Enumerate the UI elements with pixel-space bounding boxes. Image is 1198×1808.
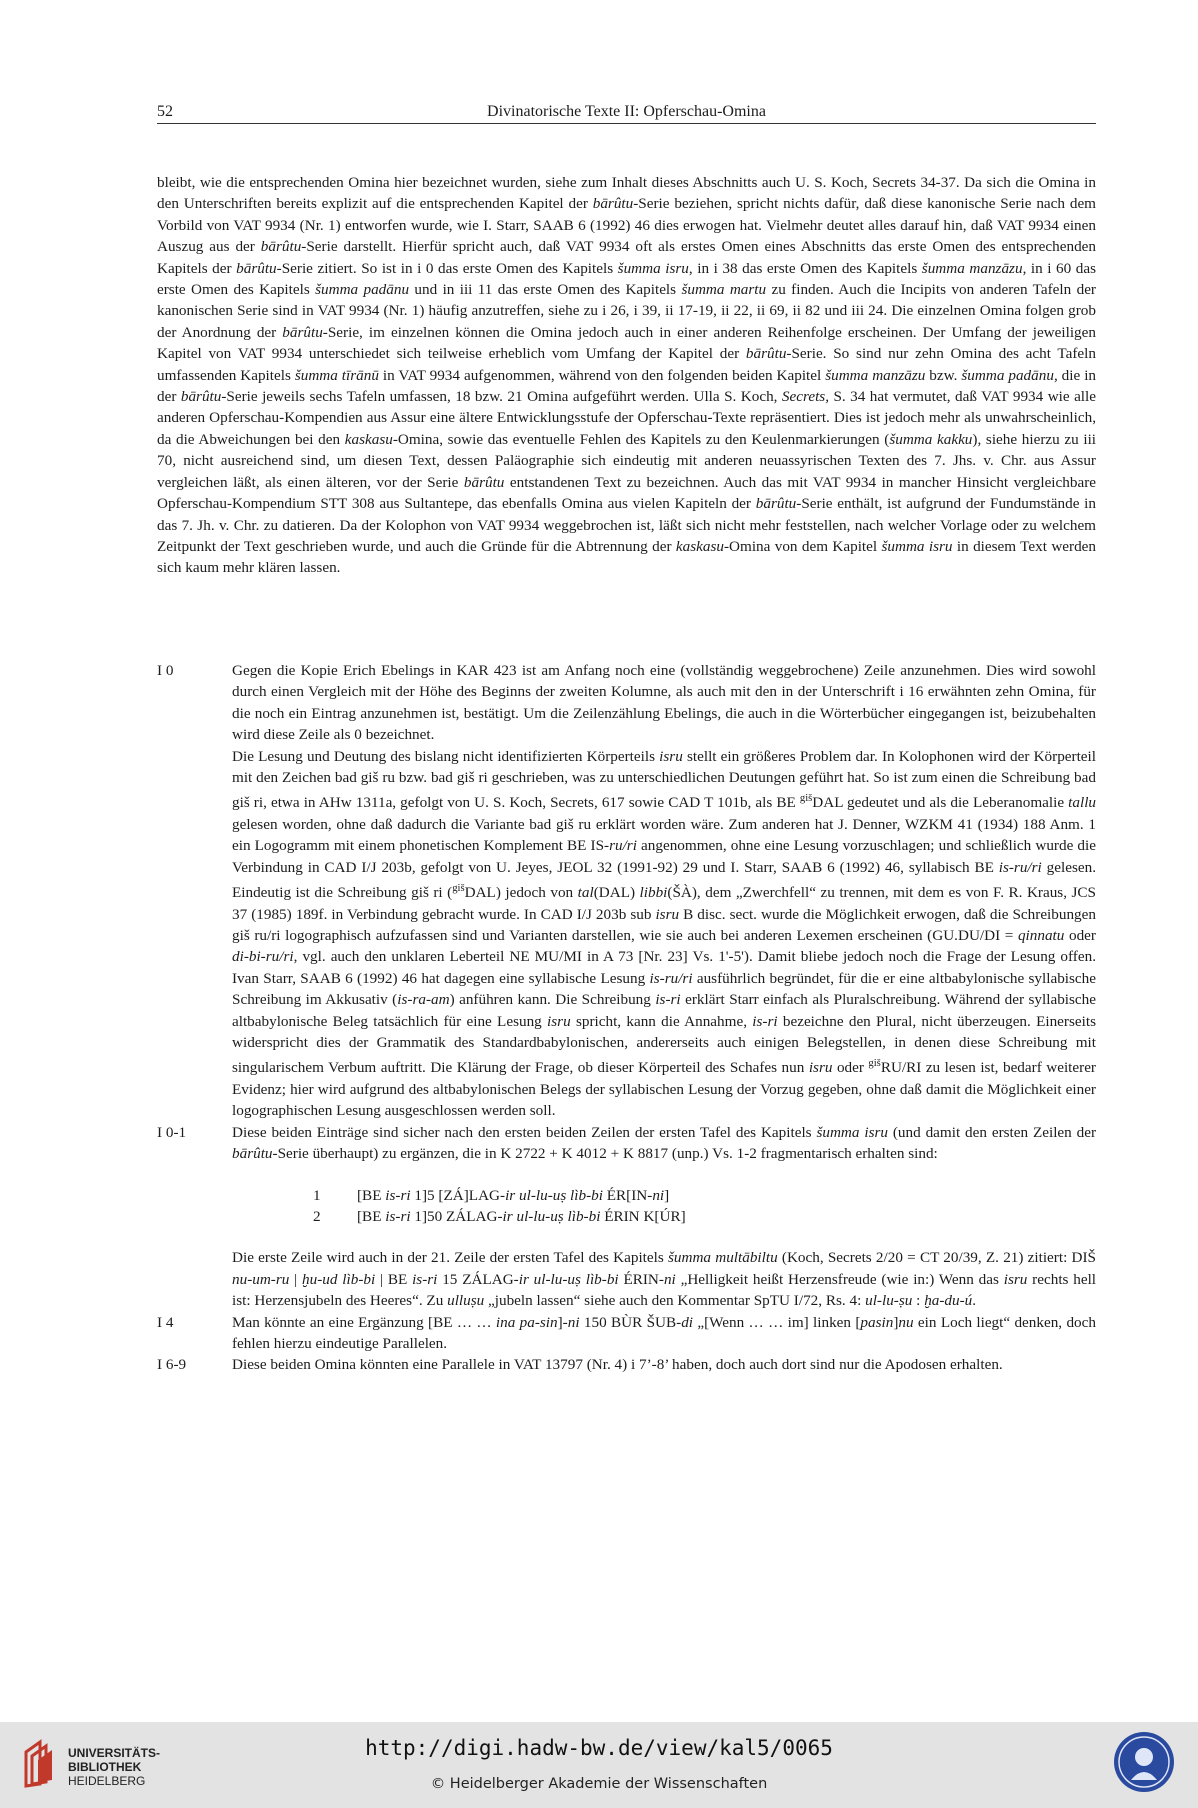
text-run: bleibt, wie die entsprechenden Omina hier bezeichnet wurden, siehe zum Inhalt dieses Abschnitts auch U. S. Koch, Secrets 34-37. Da sich die Omina in den Unterschriften bereits explizit auf die entsprechenden Kapitel der: [157, 174, 1096, 213]
text-run: (und damit den ersten Zeilen der: [888, 1123, 1097, 1141]
text-run: is-ri: [385, 1207, 411, 1225]
text-run: , in i 38 das erste Omen des Kapitels: [688, 259, 922, 277]
text-run: (Koch, Secrets 2/20 = CT 20/39, Z. 21) zitiert: DIŠ: [777, 1249, 1096, 1267]
text-run: is-ri: [385, 1186, 411, 1204]
text-run: ) anführen kann. Die Schreibung: [449, 991, 656, 1009]
text-run: šumma martu: [681, 281, 767, 299]
text-run: ausführlich begründet, für die er eine altbabylonische syllabische Schreibung im Akkusativ (: [232, 969, 1096, 1009]
text-run: šumma isru: [816, 1123, 888, 1141]
page-url-link[interactable]: http://digi.hadw-bw.de/view/kal5/0065: [365, 1736, 833, 1760]
text-run: ni: [652, 1186, 665, 1204]
commentary-paragraph: [232, 746, 1096, 1122]
text-run: nu: [898, 1313, 914, 1331]
text-run: di: [681, 1313, 694, 1331]
text-run: nu-um-ru: [232, 1270, 290, 1288]
logo-line: UNIVERSITÄTS-: [68, 1746, 161, 1760]
text-run: , die in der: [157, 366, 1097, 406]
text-run: di-bi-ru/ri: [232, 948, 294, 966]
text-run: isru: [1003, 1270, 1028, 1288]
text-run: und in iii 11 das erste Omen des Kapitels: [409, 281, 682, 299]
text-run: -Serie enthält, ist aufgrund der Fundumstände in das 7. Jh. v. Chr. zu datieren. Da der Kolophon von VAT 9934 weggebrochen ist, läßt sich nicht mehr feststellen, nach welcher Vorlage oder zu welchem Zeitpunkt der Text geschrieben wurde, und auch die Gründe für die Abtrennung der: [157, 495, 1096, 555]
text-run: bārûtu: [180, 388, 222, 406]
line-reference: I 0-1: [157, 1123, 187, 1141]
text-run: ni: [567, 1313, 580, 1331]
text-run: bārûtu: [260, 238, 302, 256]
text-run: S. 34 hat vermutet, daß VAT 9934 wie alle anderen Opferschau-Kompendien aus Assur eine ältere Entwicklungsstufe der Opferschau-Texte repräsentiert. Dies ist jedoch mehr als unwahrscheinlich, da die Abweichungen bei den: [157, 388, 1096, 448]
text-run: isru: [655, 905, 680, 923]
line-number: 1: [313, 1186, 321, 1204]
text-run: bezeichne den Plural, nicht überzeugen. Einerseits widerspricht dies der Grammatik des Standardbabylonischen, andererseits auch einigen Belegstellen, in denen diese Schreibung mit singularischem Verbum auftritt. Die Klärung der Frage, ob dieser Körperteil des Schafes nun: [232, 1012, 1096, 1077]
text-run: ul-lu-ṣu: [865, 1292, 913, 1310]
transliteration-line: [313, 1206, 1096, 1227]
commentary-entry: [157, 1354, 1096, 1375]
text-run: -Serie. So sind nur zehn Omina des acht Tafeln umfassenden Kapitels: [157, 345, 1096, 384]
text-run: (ŠÀ), dem „Zwerchfell“ zu trennen, mit dem es von F. R. Kraus, JCS 37 (1985) 189f. in Verbindung gebracht wurde. In CAD I/J 203b sub: [232, 884, 1096, 923]
text-run: -Serie überhaupt) zu ergänzen, die in K 2722 + K 4012 + K 8817 (unp.) Vs. 1-2 fragmentarisch erhalten sind:: [272, 1145, 938, 1163]
text-run: ḫa-du-ú: [924, 1292, 973, 1310]
text-run: libbi: [639, 884, 668, 902]
text-run: .: [972, 1292, 977, 1310]
text-run: 150 BÙR ŠUB-: [579, 1313, 682, 1331]
text-run: oder: [1064, 927, 1096, 944]
commentary-entry: [157, 1122, 1096, 1312]
intro-paragraph: [157, 172, 1096, 579]
text-run: erklärt Starr einfach als Pluralschreibung. Während der syllabische altbabylonische Beleg tatsächlich für eine Lesung: [232, 991, 1096, 1030]
footer-bar: [0, 1722, 1198, 1808]
text-run: ina pa-sin: [495, 1313, 558, 1331]
text-run: bārûtu: [592, 195, 634, 213]
text-run: Diese beiden Einträge sind sicher nach den ersten beiden Zeilen der ersten Tafel des Kapitels: [232, 1123, 817, 1141]
text-run: šumma kakku: [889, 430, 973, 448]
line-reference: I 0: [157, 662, 174, 679]
text-run: | BE: [375, 1270, 413, 1288]
text-run: 1]50 ZÁLAG-: [410, 1207, 503, 1225]
academy-seal-icon[interactable]: [1112, 1730, 1176, 1794]
text-run: -Serie, im einzelnen können die Omina jedoch auch in einer anderen Reihenfolge erscheinen. Der Umfang der jeweiligen Kapitel von VAT 9934 unterschiedet sich teilweise erheblich vom Umfang der Kapitel der: [157, 323, 1096, 363]
text-run: „jubeln lassen“ siehe auch den Kommentar SpTU I/72, Rs. 4:: [484, 1292, 866, 1310]
text-run: is-ru/ri: [649, 969, 693, 987]
text-run: šumma isru: [881, 537, 953, 555]
text-run: (DAL): [593, 884, 640, 902]
text-run: ÉRIN K[ÚR]: [600, 1207, 686, 1225]
text-run: ulluṣu: [447, 1292, 485, 1310]
text-run: tallu: [1068, 794, 1097, 812]
text-run: isru: [547, 1012, 571, 1030]
text-run: |: [289, 1270, 303, 1288]
text-run: šumma multābiltu: [667, 1249, 778, 1267]
text-run: isru: [659, 747, 683, 765]
text-run: pasin: [860, 1313, 894, 1331]
text-run: is-ra-am: [397, 991, 450, 1009]
text-run: is-ri: [655, 991, 681, 1009]
text-run: ]-: [557, 1313, 568, 1331]
transliteration-line: [313, 1185, 1096, 1206]
text-run: [BE: [357, 1207, 386, 1225]
text-run: Die erste Zeile wird auch in der 21. Zeile der ersten Tafel des Kapitels: [232, 1249, 668, 1267]
text-run: giš: [799, 793, 813, 805]
line-reference: I 6-9: [157, 1356, 187, 1374]
commentary-entry: [157, 1312, 1096, 1355]
text-run: šumma tīrānū: [294, 366, 379, 384]
text-run: Secrets,: [781, 388, 830, 406]
text-run: stellt ein größeres Problem dar. In Kolophonen wird der Körperteil mit den Zeichen bad giš ru bzw. bad giš ri geschrieben, was zu unterschiedlichen Deutungen geführt hat. So ist zum einen die Schreibung bad giš ri, etwa in AHw 1311a, gefolgt von U. S. Koch, Secrets, 617 sowie CAD T 101b, als BE: [232, 747, 1096, 812]
text-run: zu finden. Auch die Incipits von anderen Tafeln der kanonischen Serie sind in VAT 9934 (Nr. 1) häufig anzutreffen, siehe zu i 26, i 39, ii 17-19, ii 22, ii 69, ii 82 und iii 24. Die einzelnen Omina folgen grob der Anordnung der: [157, 281, 1096, 341]
text-run: šumma manzāzu: [825, 366, 926, 384]
copyright-notice: © Heidelberger Akademie der Wissenschaften: [430, 1776, 768, 1792]
commentary-paragraph: [232, 660, 1096, 746]
text-run: is-ri: [752, 1012, 778, 1030]
text-run: ir ul-lu-uṣ lìb-bi: [518, 1270, 619, 1288]
text-run: in VAT 9934 aufgenommen, während von den folgenden beiden Kapitel: [378, 366, 826, 384]
commentary-paragraph: [232, 1354, 1096, 1375]
commentary-paragraph: [232, 1312, 1096, 1355]
text-run: šumma padānu: [961, 366, 1054, 384]
text-run: ein Loch liegt“ denken, doch fehlen hierzu eindeutige Parallelen.: [232, 1313, 1096, 1352]
text-run: bzw.: [925, 366, 962, 384]
text-run: RU/RI zu lesen ist, bedarf weiterer Evidenz; hier wird aufgrund des altbabylonischen Belegs der syllabischen Lesung der Vorzug gegeben, ohne daß damit die Möglichkeit einer logographischen Lesung ausgeschlossen werden soll.: [232, 1059, 1096, 1120]
running-header: [157, 101, 1096, 124]
text-run: [BE: [357, 1186, 386, 1204]
text-run: isru: [808, 1059, 833, 1077]
text-run: -Omina, sowie das eventuelle Fehlen des Kapitels zu den Keulenmarkierungen (: [392, 430, 890, 448]
text-run: bārûtu: [463, 473, 505, 491]
text-run: ni: [663, 1270, 676, 1288]
text-run: ru/ri: [609, 837, 637, 855]
page-number: 52: [157, 103, 173, 120]
text-run: B disc. sect. wurde die Möglichkeit erwogen, daß die Schreibungen giš ru/ri logographisch aufzufassen sind und Varianten darstellen, wie sie auch bei anderen Lexemen erscheinen (GU.DU/DI =: [232, 905, 1096, 944]
commentary-entry: [157, 660, 1096, 1122]
commentary-paragraph: [232, 1247, 1096, 1311]
text-run: Die Lesung und Deutung des bislang nicht identifizierten Körperteils: [232, 747, 660, 765]
text-run: entstandenen Text zu bezeichnen. Auch das mit VAT 9934 in mancher Hinsicht vergleichbare Opferschau-Kompendium STT 308 aus Sultantepe, das ebenfalls Omina aus vielen Kapiteln der: [157, 473, 1096, 513]
text-run: kaskasu: [344, 430, 393, 448]
text-run: gelesen worden, ohne daß dadurch die Variante bad giš ru erklärt worden wäre. Zum anderen hat J. Denner, WZKM 41 (1934) 188 Anm. 1 ein Logogramm mit einem phonetischen Komplement BE IS-: [232, 815, 1096, 855]
text-run: ÉRIN-: [618, 1270, 664, 1288]
text-run: kaskasu: [675, 537, 724, 555]
text-run: -Serie jeweils sechs Tafeln umfassen, 18 bzw. 21 Omina aufgeführt werden. Ulla S. Koch,: [221, 388, 782, 406]
text-run: ÉR[IN-: [602, 1186, 653, 1204]
text-run: -Omina von dem Kapitel: [723, 537, 882, 555]
text-run: bārûtu: [755, 495, 797, 513]
commentary-list: [157, 660, 1096, 1376]
text-run: Diese beiden Omina könnten eine Parallele in VAT 13797 (Nr. 4) i 7’-8’ haben, doch auch dort sind nur die Apodosen erhalten.: [232, 1356, 1003, 1374]
text-run: tal: [577, 884, 594, 902]
text-run: Man könnte an eine Ergänzung [BE … …: [232, 1313, 496, 1331]
text-run: , in i 60 das erste Omen des Kapitels: [157, 259, 1097, 299]
text-run: „Helligkeit heißt Herzensfreude (wie in:) Wenn das: [675, 1270, 1004, 1288]
text-run: gelesen. Eindeutig ist die Schreibung giš ri (: [232, 858, 1096, 902]
text-run: -Serie darstellt. Hierfür spricht auch, daß VAT 9934 oft als erstes Omen eines Abschnitts das erste Omen des entsprechenden Kapitels der: [157, 238, 1096, 277]
text-run: šumma isru: [617, 259, 689, 277]
line-reference: I 4: [157, 1313, 174, 1331]
text-run: rechts hell ist: Herzensjubeln des Heeres“. Zu: [232, 1270, 1097, 1310]
text-run: „[Wenn … … im] linken [: [693, 1313, 861, 1331]
text-run: bārûtu: [282, 323, 323, 341]
text-run: 1]5 [ZÁ]LAG-: [410, 1186, 506, 1204]
text-run: angenommen, ohne eine Lesung vorzuschlagen; und schließlich wurde die Verbindung in CAD I/J 203b, gefolgt von U. Jeyes, JEOL 32 (1991-92) 29 und I. Starr, SAAB 6 (1992) 46, syllabisch BE: [232, 837, 1096, 876]
logo-line: BIBLIOTHEK: [68, 1760, 142, 1774]
text-run: bārûtu: [745, 345, 787, 363]
transliteration-lines: [157, 1185, 1096, 1228]
text-run: DAL gedeutet und als die Leberanomalie: [812, 794, 1069, 812]
running-title: Divinatorische Texte II: Opferschau-Omina: [487, 103, 766, 120]
text-run: giš: [452, 883, 465, 895]
text-run: is-ru/ri: [998, 858, 1042, 876]
text-run: ]: [664, 1186, 670, 1204]
text-run: Gegen die Kopie Erich Ebelings in KAR 423 ist am Anfang noch eine (vollständig weggebrochene) Zeile anzunehmen. Dies wird sowohl durch einen Vergleich mit der Höhe des Beginns der zweiten Kolumne, als auch mit den in der Unterschrift i 16 erwähnten zehn Omina, für die noch ein Eintrag anzunehmen ist, bestätigt. Um die Zeilenzählung Ebelings, die auch in die Wörterbücher eingegangen ist, beizubehalten wird diese Zeile als 0 bezeichnet.: [232, 662, 1096, 744]
paragraph-text: [157, 172, 1096, 579]
text-run: 15 ZÁLAG-: [437, 1270, 519, 1288]
text-run: qinnatu: [1017, 927, 1065, 944]
text-run: -Serie zitiert. So ist in i 0 das erste Omen des Kapitels: [276, 259, 618, 277]
text-run: -Serie beziehen, spricht nichts dafür, daß diese kanonische Serie nach dem Vorbild von VAT 9934 (Nr. 1) entworfen wurde, wie I. Starr, SAAB 6 (1992) 46 dies erwogen hat. Vielmehr deutet alles darauf hin, daß VAT 9934 einen Auszug aus der: [157, 195, 1096, 256]
text-run: šumma manzāzu: [921, 259, 1023, 277]
text-run: is-ri: [412, 1270, 438, 1288]
text-run: ir ul-lu-uṣ lìb-bi: [502, 1207, 601, 1225]
text-run: giš: [868, 1058, 881, 1070]
text-run: bārûtu: [232, 1145, 273, 1163]
text-run: spricht, kann die Annahme,: [570, 1012, 753, 1030]
logo-line: HEIDELBERG: [68, 1774, 146, 1788]
text-run: ir ul-lu-uṣ lìb-bi: [505, 1186, 603, 1204]
text-run: oder: [832, 1059, 869, 1077]
commentary-paragraph: [232, 1122, 1096, 1165]
text-run: bārûtu: [236, 259, 277, 277]
text-run: , vgl. auch den unklaren Leberteil NE MU/MI in A 73 [Nr. 23] Vs. 1'-5'). Damit bliebe jedoch noch die Frage der Lesung offen. Ivan Starr, SAAB 6 (1992) 46 hat dagegen eine syllabische Lesung: [232, 948, 1096, 987]
text-run: šumma padānu: [315, 281, 410, 299]
text-run: in diesem Text werden sich kaum mehr klären lassen.: [157, 537, 1097, 577]
text-run: DAL) jedoch von: [464, 884, 578, 902]
line-number: 2: [313, 1207, 321, 1225]
text-run: ), siehe hierzu zu iii 70, nicht ausreichend sind, um diesen Text, dessen Paläographie sich eindeutig mit anderen neuassyrischen Texten des 7. Jhs. v. Chr. aus Assur vergleichen läßt, als einen älteren, vor der Serie: [157, 430, 1097, 491]
text-run: ḫu-ud lìb-bi: [302, 1270, 376, 1288]
text-run: :: [912, 1292, 925, 1310]
text-run: ]: [893, 1313, 899, 1331]
